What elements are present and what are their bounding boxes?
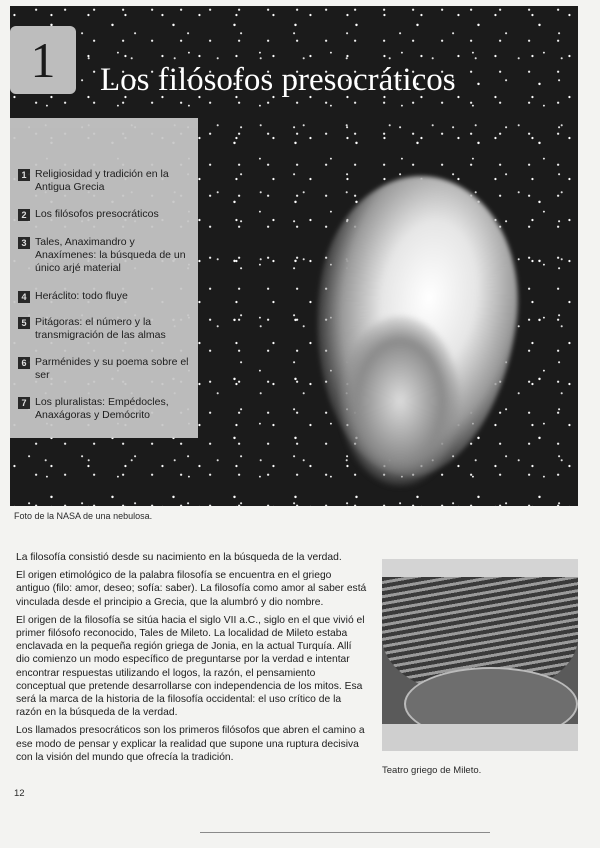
toc-item[interactable] (18, 208, 194, 221)
chapter-number-badge (10, 26, 76, 94)
toc-item-label: Parménides y su poema sobre el ser (35, 356, 189, 381)
toc-item-label: Los filósofos presocráticos (35, 208, 159, 220)
hero-image-caption: Foto de la NASA de una nebulosa. (14, 511, 153, 521)
toc-item[interactable] (18, 168, 194, 194)
theatre-photo (382, 559, 578, 751)
toc-item[interactable] (18, 396, 194, 422)
toc-item[interactable] (18, 356, 194, 382)
nebula-cloud-lower (340, 316, 460, 486)
photo-floor (382, 724, 578, 751)
toc-item-label: Heráclito: todo fluye (35, 290, 128, 302)
page-number: 12 (14, 788, 25, 799)
body-paragraph: La filosofía consistió desde su nacimiento en la búsqueda de la verdad. (16, 552, 342, 563)
toc-item-number: 6 (18, 357, 30, 369)
toc-item-label: Tales, Anaximandro y Anaxímenes: la búsqueda de un único arjé material (35, 236, 186, 274)
toc-item[interactable] (18, 316, 194, 342)
body-paragraph: El origen de la filosofía se sitúa hacia el siglo VII a.C., siglo en el que vivió el primer filósofo reconocido, Tales de Mileto. La localidad de Mileto estaba enclavada en la pequeña región griega de Jonia, en la actual Turquía. Allí dio comienzo un modo específico de preguntarse por la verdad e intentar encontrar respuestas utilizando el logos, la razón, el pensamiento conceptual que pretende desarrollarse con independencia de los mitos. Esa será la marca de la historia de la filosofía occidental: el uso crítico de la razón en la búsqueda de la verdad. (16, 614, 365, 719)
bottom-rule (200, 832, 490, 833)
toc-item-label: Los pluralistas: Empédocles, Anaxágoras y Demócrito (35, 396, 169, 421)
toc-item-number: 4 (18, 291, 30, 303)
toc-item[interactable] (18, 290, 194, 303)
body-paragraph: Los llamados presocráticos son los primeros filósofos que abren el camino a ese modo de pensar y explicar la realidad que supone una ruptura decisiva con la visión del mundo que ofrecía la tradición. (16, 725, 365, 763)
toc-item-label: Pitágoras: el número y la transmigración de las almas (35, 316, 166, 341)
toc-item-number: 1 (18, 169, 30, 181)
toc-item-number: 2 (18, 209, 30, 221)
toc-item-label: Religiosidad y tradición en la Antigua Grecia (35, 168, 169, 193)
body-paragraph: El origen etimológico de la palabra filosofía se encuentra en el griego antiguo (filo: amor, deseo; sofía: saber). La filosofía como amor al saber está vinculada desde el principio a Grecia, que la alumbró y dio nombre. (16, 570, 367, 608)
toc-item-number: 5 (18, 317, 30, 329)
toc-item[interactable] (18, 236, 194, 275)
chapter-title: Los filósofos presocráticos (100, 62, 456, 98)
chapter-number: 1 (30, 32, 56, 88)
toc-item-number: 7 (18, 397, 30, 409)
toc-item-number: 3 (18, 237, 30, 249)
body-text (16, 551, 368, 769)
table-of-contents (10, 118, 198, 438)
photo-caption: Teatro griego de Mileto. (382, 765, 482, 776)
